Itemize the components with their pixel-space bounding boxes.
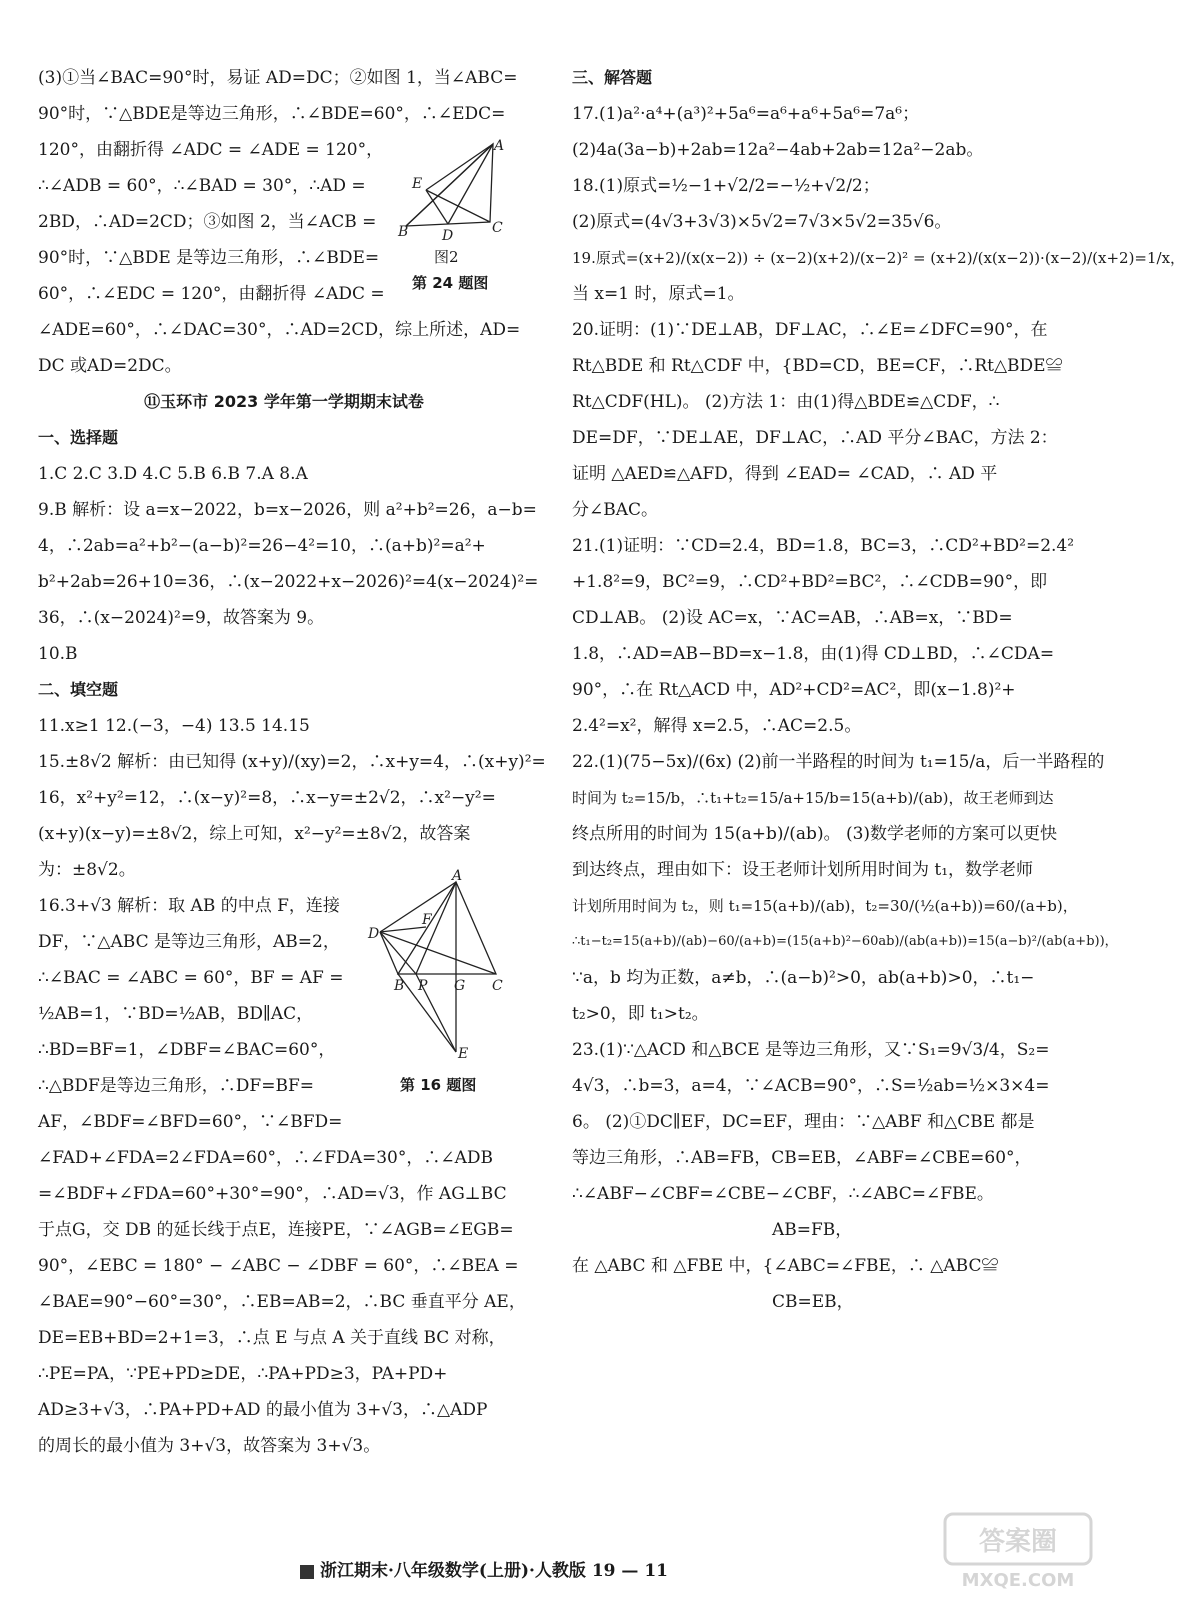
q10-answer: 10.B [38,644,78,664]
exam-section-title: ⑪玉环市 2023 学年第一学期期末试卷 [144,392,424,411]
heading-fill-in: 二、填空题 [38,680,119,699]
text-line: ∠FAD+∠FDA=2∠FDA=60°，∴∠FDA=30°，∴∠ADB [38,1148,494,1168]
text-line: 6。 (2)①DC∥EF，DC=EF，理由：∵△ABF 和△CBE 都是 [572,1112,1035,1132]
text-line: 于点G，交 DB 的延长线于点E，连接PE，∵∠AGB=∠EGB= [38,1220,514,1240]
text-line: b²+2ab=26+10=36，∴(x−2022+x−2026)²=4(x−2024)²= [38,572,539,592]
text-line: 17.(1)a²·a⁴+(a³)²+5a⁶=a⁶+a⁶+5a⁶=7a⁶； [572,104,920,124]
text-line: (2)原式=(4√3+3√3)×5√2=7√3×5√2=35√6。 [572,212,952,232]
heading-solutions: 三、解答题 [572,68,653,87]
text-line: 20.证明：(1)∵DE⊥AB，DF⊥AC，∴∠E=∠DFC=90°，在 [572,320,1048,340]
text-line: 120°，由翻折得 ∠ADC = ∠ADE = 120°， [38,140,384,160]
text-line: 的周长的最小值为 3+√3，故答案为 3+√3。 [38,1436,381,1456]
text-line: 18.(1)原式=½−1+√2/2=−½+√2/2； [572,176,880,196]
fig16-label: P [418,978,428,994]
text-line: 4，∴2ab=a²+b²−(a−b)²=26−4²=10，∴(a+b)²=a²+ [38,536,486,556]
text-line: 19.原式=(x+2)/(x(x−2)) ÷ (x−2)(x+2)/(x−2)² = (x+2)/(x(x−2))·(x−2)/(x+2)=1/x， [572,249,1185,267]
fig24-label: C [492,220,503,236]
text-line: 分∠BAC。 [572,500,659,520]
text-line: 90°时，∵△BDE 是等边三角形，∴∠BDE= [38,248,380,268]
fig24-sub-caption: 图2 [434,248,459,266]
text-line: DE=DF，∵DE⊥AE，DF⊥AC，∴AD 平分∠BAC，方法 2： [572,428,1058,448]
text-line: CD⊥AB。 (2)设 AC=x，∵AC=AB，∴AB=x，∵BD= [572,608,1013,628]
fig16-caption: 第 16 题图 [400,1076,477,1094]
text-line: 计划所用时间为 t₂，则 t₁=15(a+b)/(ab)，t₂=30/(½(a+b))=60/(a+b)， [572,897,1078,915]
text-line: 2.4²=x²，解得 x=2.5，∴AC=2.5。 [572,716,862,736]
text-line: ½AB=1，∵BD=½AB，BD∥AC， [38,1004,314,1024]
text-line: DE=EB+BD=2+1=3，∴点 E 与点 A 关于直线 BC 对称， [38,1328,506,1348]
text-line: 90°时，∵△BDE是等边三角形，∴∠BDE=60°，∴∠EDC= [38,104,506,124]
book-icon [300,1565,314,1579]
solution-lines [572,96,1185,1320]
text-line: 等边三角形，∴AB=FB，CB=EB，∠ABF=∠CBE=60°， [572,1148,1032,1168]
fig16-label: E [458,1046,469,1062]
footer-text: 浙江期末·八年级数学(上册)·人教版 19 — 11 [320,1561,668,1581]
text-line: ∠BAE=90°−60°=30°，∴EB=AB=2，∴BC 垂直平分 AE， [38,1292,526,1312]
text-line: 为：±8√2。 [38,860,136,880]
heading-multiple-choice: 一、选择题 [38,428,119,447]
text-line: 到达终点，理由如下：设王老师计划所用时间为 t₁，数学老师 [572,860,1034,880]
text-line: Rt△BDE 和 Rt△CDF 中，{BD=CD，BE=CF，∴Rt△BDE≌ [572,356,1063,376]
fig16-label: F [422,912,432,928]
fig24-label: B [398,224,409,240]
text-line: Rt△CDF(HL)。 (2)方法 1：由(1)得△BDE≌△CDF，∴ [572,392,1000,412]
text-line: 16，x²+y²=12，∴(x−y)²=8，∴x−y=±2√2，∴x²−y²= [38,788,496,808]
text-line: 4√3，∴b=3，a=4，∵∠ACB=90°，∴S=½ab=½×3×4= [572,1076,1050,1096]
left-column [38,60,546,1464]
text-line: DF，∵△ABC 是等边三角形，AB=2， [38,932,340,952]
text-line: ∴t₁−t₂=15(a+b)/(ab)−60/(a+b)=(15(a+b)²−60ab)/(ab(a+b))=15(a−b)²/(ab(a+b))， [572,934,1118,949]
fig16-label: C [492,978,503,994]
fig16-label: A [452,868,463,884]
svg-text:答案圈: 答案圈 [978,1527,1058,1557]
text-line: 90°，∴在 Rt△ACD 中，AD²+CD²=AC²，即(x−1.8)²+ [572,680,1016,700]
fill-answers: 11.x≥1 12.(−3，−4) 13.5 14.15 [38,716,310,736]
text-line: AD≥3+√3，∴PA+PD+AD 的最小值为 3+√3，∴△ADP [38,1400,488,1420]
text-line: 证明 △AED≌△AFD，得到 ∠EAD= ∠CAD，∴ AD 平 [572,464,998,484]
text-line: AF，∠BDF=∠BFD=60°，∵∠BFD= [38,1112,343,1132]
watermark-logo [943,1512,1093,1592]
text-line: 时间为 t₂=15/b，∴t₁+t₂=15/a+15/b=15(a+b)/(ab)，故王老师到达 [572,789,1054,807]
text-line: ∴∠BAC = ∠ABC = 60°，BF = AF = [38,968,344,988]
text-line: +1.8²=9，BC²=9，∴CD²+BD²=BC²，∴∠CDB=90°，即 [572,572,1048,592]
fig24-caption: 第 24 题图 [412,274,489,292]
fig24-label: A [494,138,505,154]
svg-text:MXQE.COM: MXQE.COM [961,1570,1075,1591]
page-footer [300,1558,668,1584]
fig16-label: B [394,978,405,994]
text-line: 在 △ABC 和 △FBE 中，{∠ABC=∠FBE，∴ △ABC≌ [572,1256,999,1276]
text-line: CB=EB， [772,1292,854,1312]
text-line: ∠ADE=60°，∴∠DAC=30°，∴AD=2CD，综上所述，AD= [38,320,521,340]
text-line: 21.(1)证明：∵CD=2.4，BD=1.8，BC=3，∴CD²+BD²=2.4² [572,536,1075,556]
figure-24-diagram [398,138,508,248]
text-line: 2BD，∴AD=2CD；③如图 2，当∠ACB = [38,212,377,232]
text-line: AB=FB， [772,1220,853,1240]
text-line: 90°，∠EBC = 180° − ∠ABC − ∠DBF = 60°，∴∠BEA = [38,1256,519,1276]
text-line: ∴△BDF是等边三角形，∴DF=BF= [38,1076,315,1096]
text-line: (3)①当∠BAC=90°时，易证 AD=DC；②如图 1，当∠ABC= [38,68,518,88]
fig24-label: E [412,176,423,192]
text-line: 当 x=1 时，原式=1。 [572,284,745,304]
text-line: =∠BDF+∠FDA=60°+30°=90°，∴AD=√3，作 AG⊥BC [38,1184,507,1204]
text-line: 终点所用的时间为 15(a+b)/(ab)。 (3)数学老师的方案可以更快 [572,824,1058,844]
text-line: ∴PE=PA，∵PE+PD≥DE，∴PA+PD≥3，PA+PD+ [38,1364,448,1384]
text-line: DC 或AD=2DC。 [38,356,182,376]
text-line: 23.(1)∵△ACD 和△BCE 是等边三角形，又∵S₁=9√3/4，S₂= [572,1040,1050,1060]
fig16-label: D [368,926,380,942]
right-column [572,60,1185,1320]
text-line: ∴∠ABF−∠CBF=∠CBE−∠CBF，∴∠ABC=∠FBE。 [572,1184,994,1204]
fig16-label: G [454,978,466,994]
text-line: ∴∠ADB = 60°，∴∠BAD = 30°，∴AD = [38,176,366,196]
text-line: 1.8，∴AD=AB−BD=x−1.8，由(1)得 CD⊥BD，∴∠CDA= [572,644,1055,664]
text-line: (x+y)(x−y)=±8√2，综上可知，x²−y²=±8√2，故答案 [38,824,471,844]
text-line: t₂>0，即 t₁>t₂。 [572,1004,709,1024]
figure-16-diagram [368,868,508,1062]
text-line: ∵a，b 均为正数，a≠b，∴(a−b)²>0，ab(a+b)>0，∴t₁− [572,968,1035,988]
mc-answers: 1.C 2.C 3.D 4.C 5.B 6.B 7.A 8.A [38,464,308,484]
text-line: 15.±8√2 解析：由已知得 (x+y)/(xy)=2，∴x+y=4，∴(x+y)²= [38,752,546,772]
text-line: 36，∴(x−2024)²=9，故答案为 9。 [38,608,325,628]
text-line: 22.(1)(75−5x)/(6x) (2)前一半路程的时间为 t₁=15/a，后一半路程的 [572,752,1105,772]
fig24-label: D [442,228,454,244]
text-line: ∴BD=BF=1，∠DBF=∠BAC=60°， [38,1040,336,1060]
text-line: (2)4a(3a−b)+2ab=12a²−4ab+2ab=12a²−2ab。 [572,140,984,160]
text-line: 16.3+√3 解析：取 AB 的中点 F，连接 [38,896,340,916]
text-line: 9.B 解析：设 a=x−2022，b=x−2026，则 a²+b²=26，a−b= [38,500,537,520]
text-line: 60°，∴∠EDC = 120°，由翻折得 ∠ADC = [38,284,385,304]
